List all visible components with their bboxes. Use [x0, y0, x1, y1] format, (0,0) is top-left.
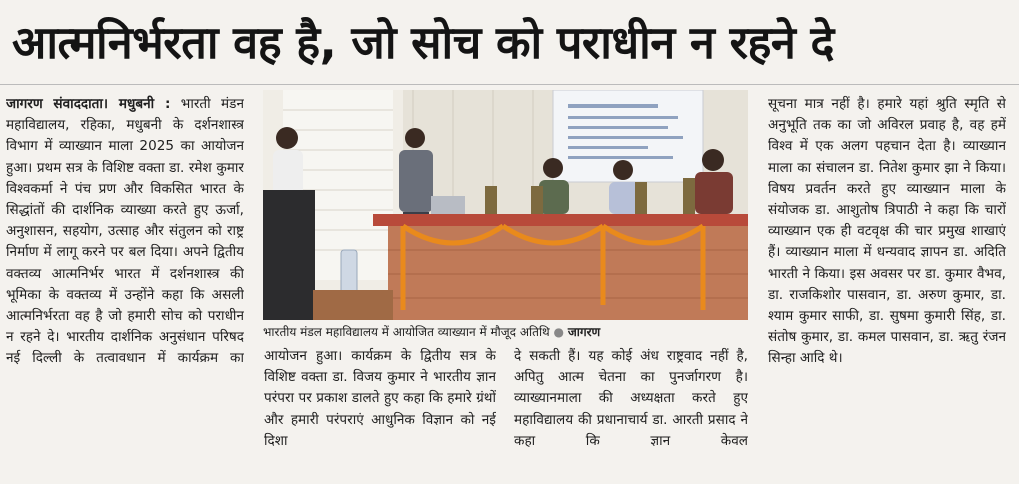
article-column-3 [514, 346, 748, 476]
column-2-text: आयोजन हुआ। कार्यक्रम के द्वितीय सत्र के विशिष्ट वक्ता डा. विजय कुमार ने भारतीय ज्ञान परंपरा पर प्रकाश डालते हुए कहा कि हमारे ग्रंथों और हमारी परंपराएं आधुनिक विज्ञान को नई दिशा [264, 348, 496, 449]
article-column-4 [768, 94, 1006, 474]
caption-credit: जागरण [567, 325, 601, 339]
caption-bullet: ● [553, 325, 565, 339]
column-4-text: सूचना मात्र नहीं है। हमारे यहां श्रुति स्मृति से अनुभूति तक का जो अविरल प्रवाह है, वह हमें विश्व में एक अलग पहचान देता है। व्याख्यान माला का संचालन डा. नितेश कुमार झा ने किया। विषय प्रवर्तन करते हुए व्याख्यान माला के संयोजक डा. आशुतोष त्रिपाठी ने कहा कि चारों व्याख्यान एक ही वटवृक्ष की चार प्रमुख शाखाएं हैं। व्याख्यान माला में धन्यवाद ज्ञापन डा. अदिति भारती ने किया। इस अवसर पर डा. कुमार वैभव, डा. राजकिशोर पासवान, डा. अरुण कुमार, डा. श्याम कुमार साफी, डा. सुषमा कुमारी सिंह, डा. संतोष कुमार, डा. कमल पासवान, डा. ऋतु रंजन सिन्हा आदि थे। [768, 96, 1006, 367]
column-3-text: दे सकती हैं। यह कोई अंध राष्ट्रवाद नहीं है, अपितु आत्म चेतना का पुनर्जागरण है। व्याख्यानमाला की अध्यक्षता करते हुए महाविद्यालय की प्रधानाचार्य डा. आरती प्रसाद ने कहा कि ज्ञान केवल [514, 348, 748, 449]
article-column-2 [264, 346, 496, 476]
column-1-text: भारती मंडन महाविद्यालय, रहिका, मधुबनी के दर्शनशास्त्र विभाग में व्याख्यान माला 2025 का आयोजन हुआ। प्रथम सत्र के विशिष्ट वक्ता डा. रमेश कुमार विश्वकर्मा ने पंच प्रण और विकसित भारत के सिद्धांतों की दार्शनिक व्याख्या करते हुए ऊर्जा, अनुशासन, सहयोग, उत्साह और संतुलन को राष्ट्र निर्माण में लागू करने पर बल दिया। अपने द्वितीय वक्तव्य आत्मनिर्भर भारत में दर्शनशास्त्र की भूमिका के वक्तव्य में उन्होंने कहा कि असली आत्मनिर्भरता वह है जो हमारी सोच को पराधीन न रहने दे। भारतीय दार्शनिक अनुसंधान परिषद नई दिल्ली के तत्वावधान में कार्यक्रम का [6, 96, 244, 367]
byline: जागरण संवाददाता। मधुबनी : [6, 96, 171, 112]
headline: आत्मनिर्भरता वह है, जो सोच को पराधीन न रहने दे [12, 16, 834, 69]
article-column-1 [6, 94, 244, 474]
caption-text: भारतीय मंडल महाविद्यालय में आयोजित व्याख्यान में मौजूद अतिथि [263, 325, 550, 339]
headline-divider [0, 84, 1019, 85]
event-photo [263, 90, 748, 320]
photo-caption [263, 322, 748, 342]
